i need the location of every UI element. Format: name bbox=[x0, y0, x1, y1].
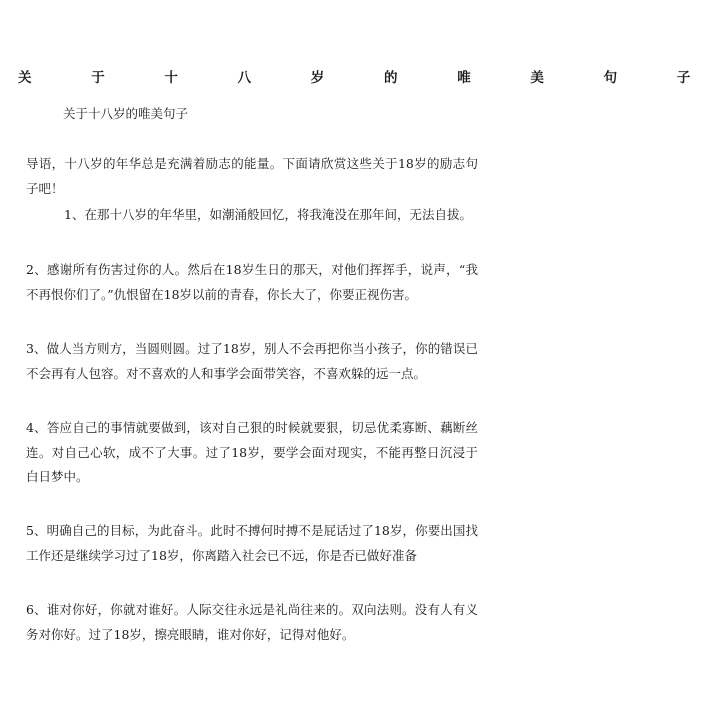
list-item-4: 4、答应自己的事情就要做到，该对自己狠的时候就要狠，切忌优柔寡断、藕断丝连。对自己心软，成不了大事。过了18岁，要学会面对现实，不能再整日沉浸于白日梦中。 bbox=[26, 420, 478, 484]
document-subtitle: 关于十八岁的唯美句子 bbox=[63, 106, 189, 121]
list-item-2: 2、感谢所有伤害过你的人。然后在18岁生日的那天，对他们挥挥手，说声，“我不再恨你们了。”仇恨留在18岁以前的青春，你长大了，你要正视伤害。 bbox=[26, 262, 478, 302]
list-item-1: 1、在那十八岁的年华里，如潮涌般回忆，将我淹没在那年间，无法自拔。 bbox=[64, 207, 472, 222]
list-item-6: 6、谁对你好，你就对谁好。人际交往永远是礼尚往来的。双向法则。没有人有义务对你好。过了18岁，擦亮眼睛，谁对你好，记得对他好。 bbox=[26, 602, 478, 642]
list-item-5: 5、明确自己的目标，为此奋斗。此时不搏何时搏不是屁话过了18岁，你要出国找工作还是继续学习过了18岁，你离踏入社会已不远，你是否已做好准备 bbox=[26, 523, 478, 563]
intro-paragraph: 导语，十八岁的年华总是充满着励志的能量。下面请欣赏这些关于18岁的励志句子吧！ bbox=[26, 156, 478, 196]
list-item-3: 3、做人当方则方，当圆则圆。过了18岁，别人不会再把你当小孩子，你的错误已不会再有人包容。对不喜欢的人和事学会面带笑容，不喜欢躲的远一点。 bbox=[26, 341, 478, 381]
document-title: 关 于 十 八 岁 的 唯 美 句 子 bbox=[18, 70, 718, 86]
